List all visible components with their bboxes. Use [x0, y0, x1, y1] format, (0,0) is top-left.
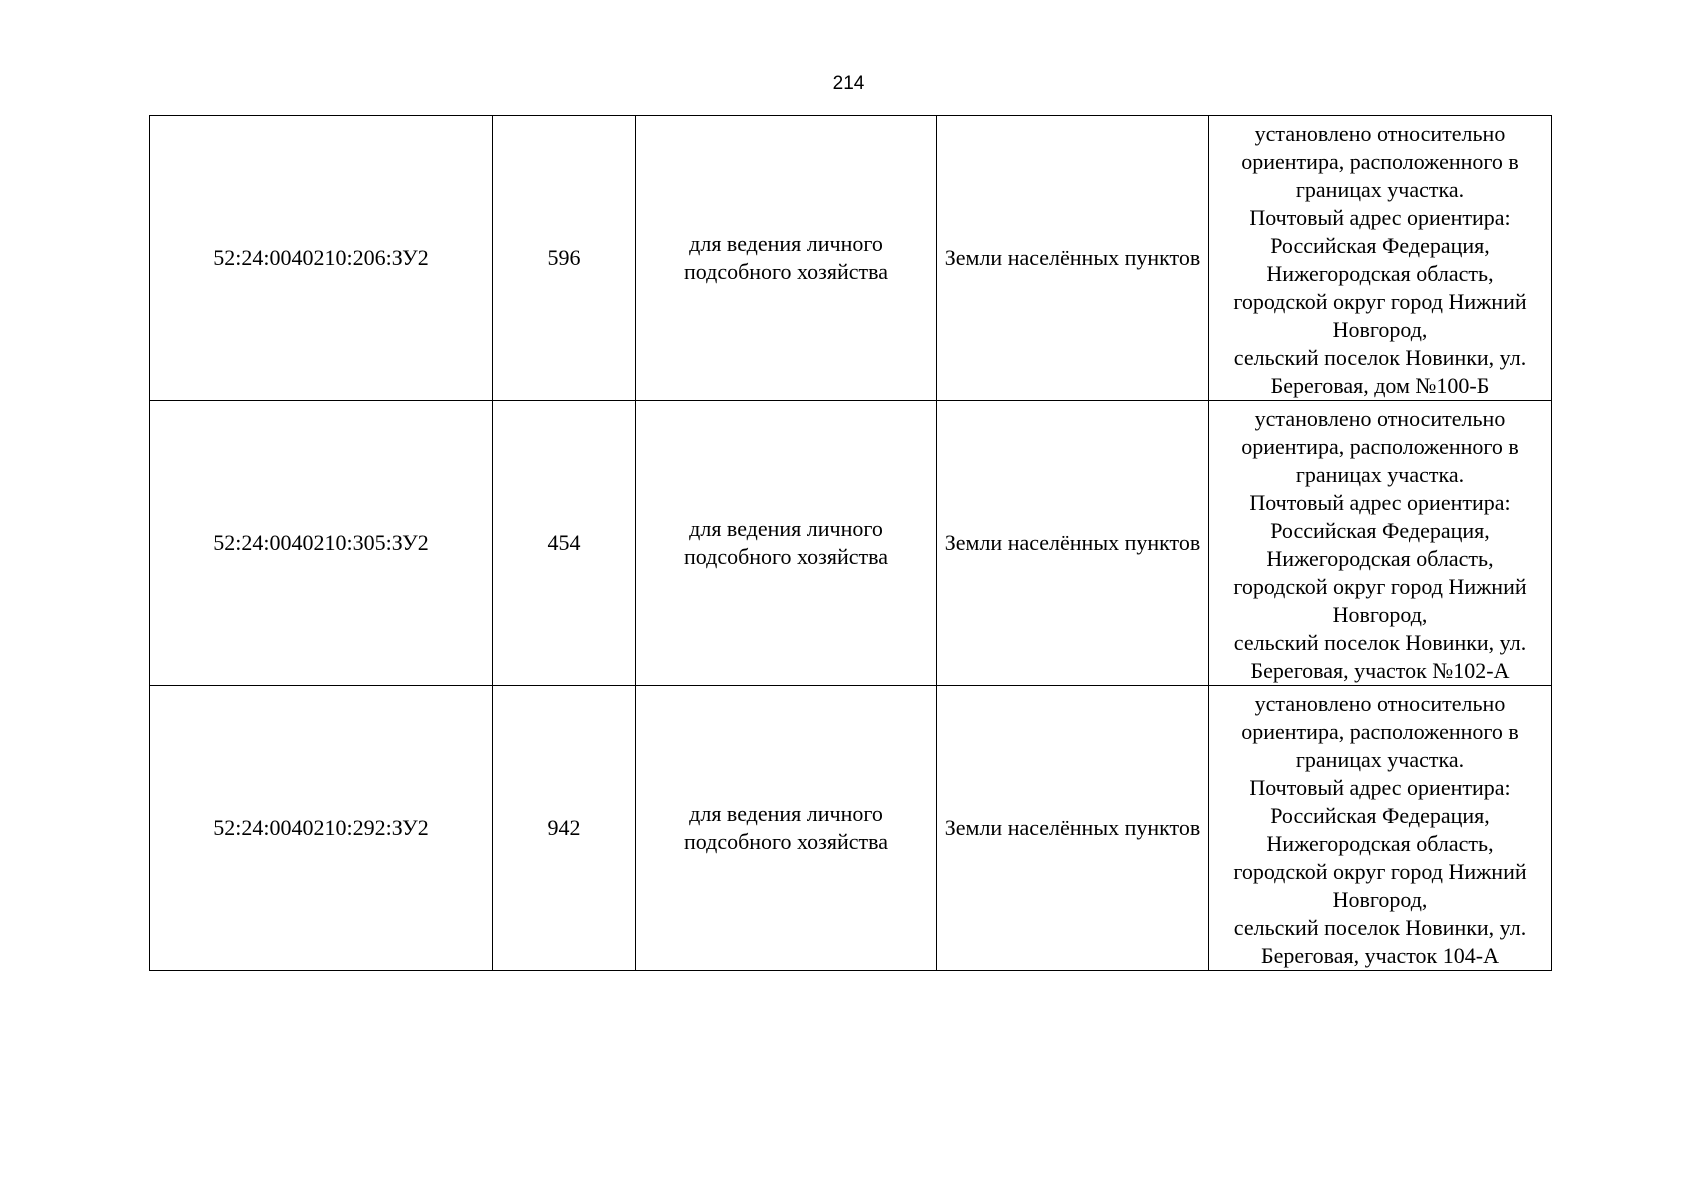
address-line: установлено относительно: [1254, 121, 1506, 146]
land-category-cell: Земли населённых пунктов: [937, 116, 1209, 401]
address-line: Российская Федерация,: [1270, 803, 1490, 828]
address-line: ориентира, расположенного в: [1241, 434, 1519, 459]
address-line: Новгород,: [1332, 887, 1428, 912]
address-line: Почтовый адрес ориентира:: [1249, 205, 1511, 230]
address-line: городской округ город Нижний: [1233, 859, 1527, 884]
cadastral-number-cell: 52:24:0040210:292:ЗУ2: [150, 686, 493, 971]
address-line: ориентира, расположенного в: [1241, 719, 1519, 744]
address-line: границах участка.: [1295, 462, 1465, 487]
address-line: городской округ город Нижний: [1233, 289, 1527, 314]
land-category-cell: Земли населённых пунктов: [937, 401, 1209, 686]
address-line: сельский поселок Новинки, ул.: [1233, 915, 1527, 940]
address-line: границах участка.: [1295, 177, 1465, 202]
address-line: Новгород,: [1332, 602, 1428, 627]
address-line: Береговая, участок 104-А: [1261, 943, 1499, 968]
cadastral-number-cell: 52:24:0040210:305:ЗУ2: [150, 401, 493, 686]
address-line: Почтовый адрес ориентира:: [1249, 775, 1511, 800]
address-cell: [1209, 401, 1552, 686]
table-row: [150, 686, 1552, 971]
address-line: Российская Федерация,: [1270, 233, 1490, 258]
table-row: [150, 401, 1552, 686]
area-cell: 454: [493, 401, 636, 686]
land-category-cell: Земли населённых пунктов: [937, 686, 1209, 971]
address-line: границах участка.: [1295, 747, 1465, 772]
address-line: Российская Федерация,: [1270, 518, 1490, 543]
address-line: Нижегородская область,: [1266, 831, 1494, 856]
cadastral-number-cell: 52:24:0040210:206:ЗУ2: [150, 116, 493, 401]
address-cell: [1209, 686, 1552, 971]
address-line: установлено относительно: [1254, 406, 1506, 431]
page-number: 214: [832, 73, 865, 94]
area-cell: 942: [493, 686, 636, 971]
land-plots-table: [149, 115, 1552, 971]
address-line: Береговая, дом №100-Б: [1270, 373, 1490, 398]
address-line: установлено относительно: [1254, 691, 1506, 716]
address-line: Нижегородская область,: [1266, 546, 1494, 571]
table-row: [150, 116, 1552, 401]
address-line: Почтовый адрес ориентира:: [1249, 490, 1511, 515]
permitted-use-cell: для ведения личного подсобного хозяйства: [636, 401, 937, 686]
area-cell: 596: [493, 116, 636, 401]
address-line: городской округ город Нижний: [1233, 574, 1527, 599]
permitted-use-cell: для ведения личного подсобного хозяйства: [636, 686, 937, 971]
address-line: Новгород,: [1332, 317, 1428, 342]
address-line: Нижегородская область,: [1266, 261, 1494, 286]
address-line: сельский поселок Новинки, ул.: [1233, 630, 1527, 655]
address-line: сельский поселок Новинки, ул.: [1233, 345, 1527, 370]
address-line: Береговая, участок №102-А: [1250, 658, 1510, 683]
permitted-use-cell: для ведения личного подсобного хозяйства: [636, 116, 937, 401]
address-cell: [1209, 116, 1552, 401]
address-line: ориентира, расположенного в: [1241, 149, 1519, 174]
